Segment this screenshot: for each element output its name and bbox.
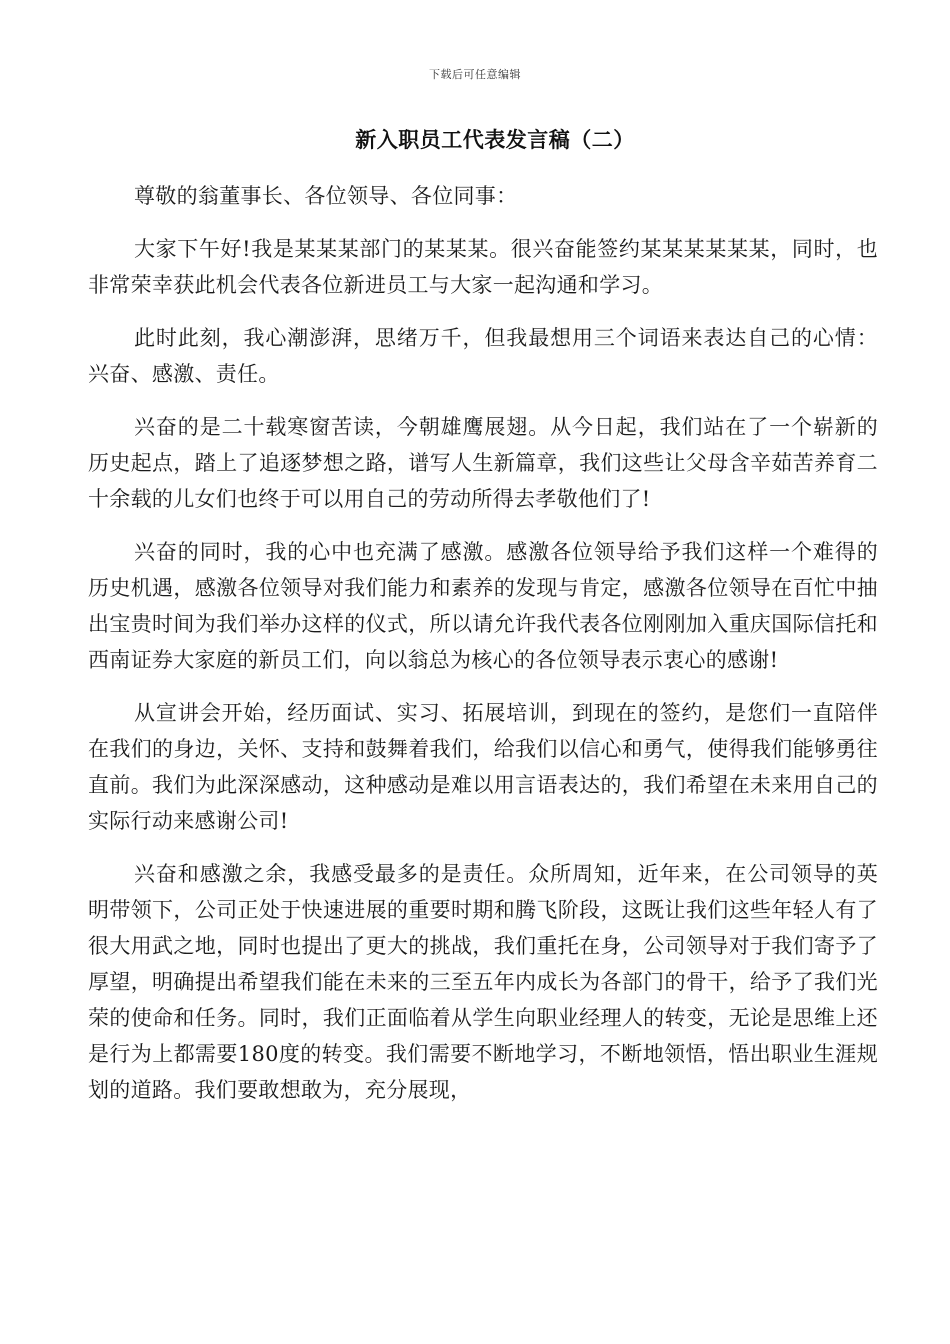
- paragraph-excitement: 兴奋的是二十载寒窗苦读，今朝雄鹰展翅。从今日起，我们站在了一个崭新的历史起点，踏上了追逐梦想之路，谱写人生新篇章，我们这些让父母含辛茹苦养育二十余载的儿女们也终于可以用自己的劳动所得去孝敬他们了!: [88, 415, 878, 511]
- paragraph-intro: 大家下午好!我是某某某部门的某某某。很兴奋能签约某某某某某某，同时，也非常荣幸获此机会代表各位新进员工与大家一起沟通和学习。: [88, 237, 878, 297]
- paragraph-feelings: 此时此刻，我心潮澎湃，思绪万千，但我最想用三个词语来表达自己的心情：兴奋、感激、责任。: [88, 326, 878, 386]
- document-body: [88, 178, 878, 1125]
- document-title: 新入职员工代表发言稿（二）: [355, 127, 635, 152]
- paragraph-gratitude: 兴奋的同时，我的心中也充满了感激。感激各位领导给予我们这样一个难得的历史机遇，感激各位领导对我们能力和素养的发现与肯定，感激各位领导在百忙中抽出宝贵时间为我们举办这样的仪式，所以请允许我代表各位刚刚加入重庆国际信托和西南证券大家庭的新员工们，向以翁总为核心的各位领导表示衷心的感谢!: [88, 540, 878, 672]
- header-note: 下载后可任意编辑: [429, 68, 521, 81]
- paragraph-responsibility: 兴奋和感激之余，我感受最多的是责任。众所周知，近年来，在公司领导的英明带领下，公司正处于快速进展的重要时期和腾飞阶段，这既让我们这些年轻人有了很大用武之地，同时也提出了更大的挑战，我们重托在身，公司领导对于我们寄予了厚望，明确提出希望我们能在未来的三至五年内成长为各部门的骨干，给予了我们光荣的使命和任务。同时，我们正面临着从学生向职业经理人的转变，无论是思维上还是行为上都需要180度的转变。我们需要不断地学习，不断地领悟，悟出职业生涯规划的道路。我们要敢想敢为，充分展现，: [88, 862, 878, 1102]
- greeting-paragraph: 尊敬的翁董事长、各位领导、各位同事：: [134, 184, 518, 208]
- paragraph-support: 从宣讲会开始，经历面试、实习、拓展培训，到现在的签约，是您们一直陪伴在我们的身边，关怀、支持和鼓舞着我们，给我们以信心和勇气，使得我们能够勇往直前。我们为此深深感动，这种感动是难以用言语表达的，我们希望在未来用自己的实际行动来感谢公司!: [88, 701, 878, 833]
